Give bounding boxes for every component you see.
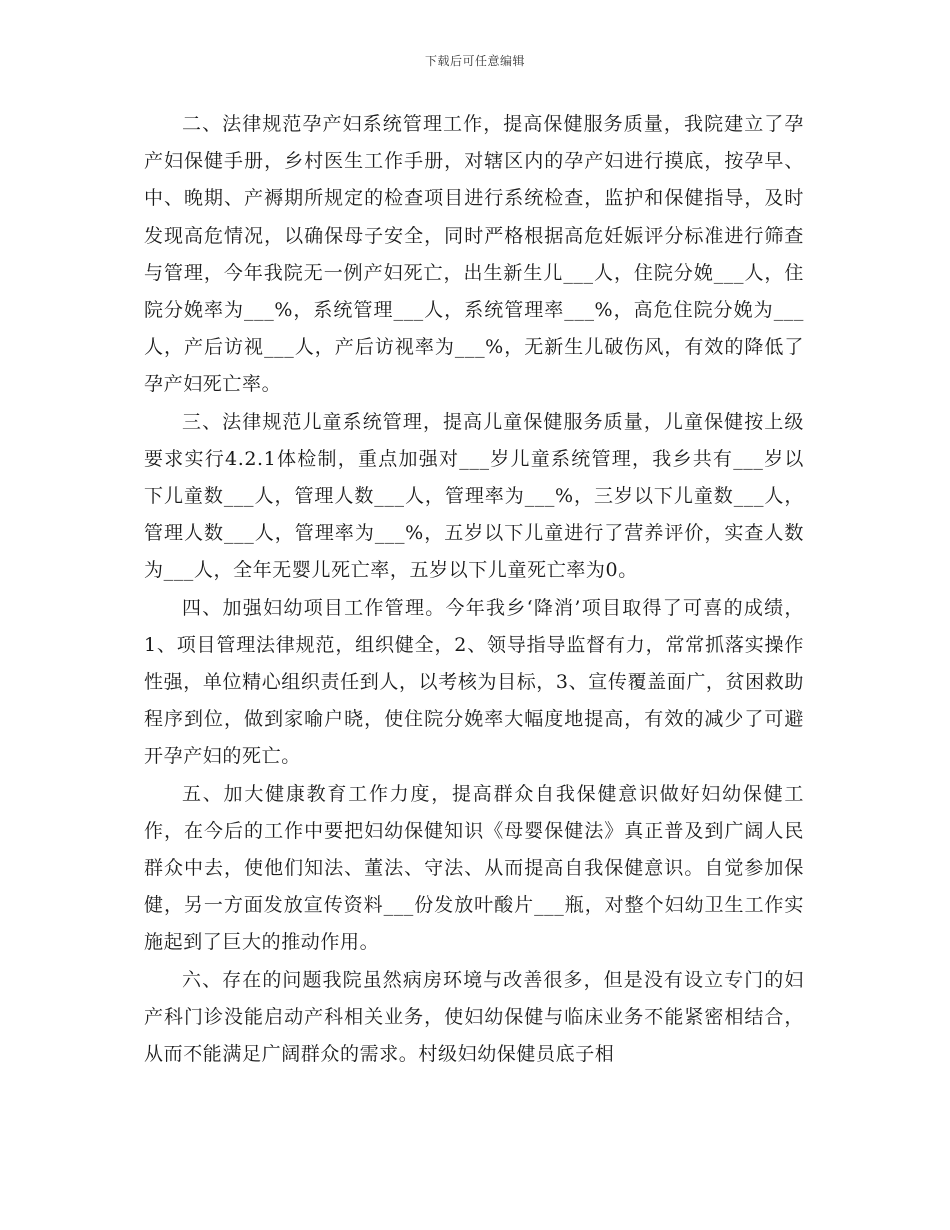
paragraph-existing-problems: 六、存在的问题我院虽然病房环境与改善很多，但是没有设立专门的妇产科门诊没能启动产科相关业务，使妇幼保健与临床业务不能紧密相结合，从而不能满足广阔群众的需求。村级妇幼保健员底子相 <box>144 968 804 1066</box>
page-header: 下载后可任意编辑 <box>424 54 525 68</box>
paragraph-child-management: 三、法律规范儿童系统管理，提高儿童保健服务质量，儿童保健按上级要求实行4.2.1体检制，重点加强对___岁儿童系统管理，我乡共有___岁以下儿童数___人，管理人数___人，管理率为___%，三岁以下儿童数___人，管理人数___人，管理率为___%，五岁以下儿童进行了营养评价，实查人数为___人，全年无婴儿死亡率，五岁以下儿童死亡率为0。 <box>144 410 804 582</box>
paragraph-health-education: 五、加大健康教育工作力度，提高群众自我保健意识做好妇幼保健工作，在今后的工作中要把妇幼保健知识《母婴保健法》真正普及到广阔人民群众中去，使他们知法、董法、守法、从而提高自我保健意识。自觉参加保健，另一方面发放宣传资料___份发放叶酸片___瓶，对整个妇幼卫生工作实施起到了巨大的推动作用。 <box>144 782 804 954</box>
paragraph-maternal-management: 二、法律规范孕产妇系统管理工作，提高保健服务质量，我院建立了孕产妇保健手册，乡村医生工作手册，对辖区内的孕产妇进行摸底，按孕早、中、晚期、产褥期所规定的检查项目进行系统检查，监护和保健指导，及时发现高危情况，以确保母子安全，同时严格根据高危妊娠评分标准进行筛查与管理，今年我院无一例产妇死亡，出生新生儿___人，住院分娩___人，住院分娩率为___%，系统管理___人，系统管理率___%，高危住院分娩为___人，产后访视___人，产后访视率为___%，无新生儿破伤风，有效的降低了孕产妇死亡率。 <box>144 113 804 396</box>
document-body <box>144 106 804 1073</box>
paragraph-project-management: 四、加强妇幼项目工作管理。今年我乡‘降消’项目取得了可喜的成绩，1、项目管理法律规范，组织健全，2、领导指导监督有力，常常抓落实操作性强，单位精心组织责任到人，以考核为目标，3、宣传覆盖面广，贫困救助程序到位，做到家喻户晓，使住院分娩率大幅度地提高，有效的减少了可避开孕产妇的死亡。 <box>144 596 804 768</box>
